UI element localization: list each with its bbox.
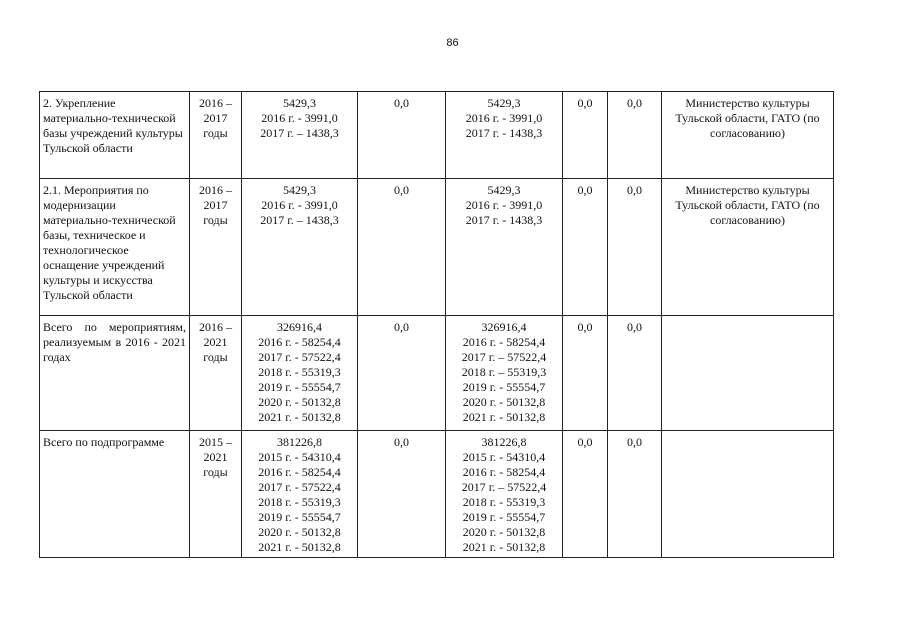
funding-line: 2017 г. - 1438,3: [465, 213, 543, 227]
funding-line: 381226,8: [481, 435, 527, 449]
local-budget-cell: 0,0: [563, 92, 608, 179]
funding-line: 5429,3: [487, 183, 521, 197]
period-line: 2016 –: [199, 320, 232, 334]
period-line: 2021: [203, 335, 228, 349]
funding-line: 2016 г. - 58254,4: [462, 335, 546, 349]
table-row: [40, 179, 834, 316]
activity-name: Всего по подпрограмме: [40, 431, 190, 558]
regional-budget-cell: [446, 431, 563, 558]
funding-line: 2017 г. - 57522,4: [258, 480, 341, 494]
funding-line: 2017 г. – 57522,4: [461, 480, 547, 494]
funding-line: 326916,4: [481, 320, 527, 334]
funding-line: 2019 г. - 55554,7: [462, 510, 546, 524]
regional-budget-cell: [446, 92, 563, 179]
other-sources-cell: 0,0: [608, 179, 662, 316]
funding-line: 2016 г. - 3991,0: [261, 198, 338, 212]
period-cell: [190, 92, 242, 179]
funding-line: 2017 г. – 1438,3: [260, 213, 339, 227]
funding-line: 2021 г. - 50132,8: [258, 410, 341, 424]
table-row: [40, 431, 834, 558]
activity-name: 2.1. Мероприятия по модернизации материально-технической базы, техническое и технологическое оснащение учреждений культуры и искусства Тульской области: [40, 179, 190, 316]
funding-line: 2016 г. - 58254,4: [258, 335, 341, 349]
local-budget-cell: 0,0: [563, 179, 608, 316]
period-cell: [190, 431, 242, 558]
period-cell: [190, 179, 242, 316]
period-line: 2017: [203, 111, 228, 125]
executor-cell: Министерство культуры Тульской области, ГАТО (по согласованию): [662, 179, 834, 316]
federal-budget-cell: 0,0: [358, 92, 446, 179]
funding-line: 2016 г. - 58254,4: [258, 465, 341, 479]
funding-line: 2018 г. - 55319,3: [258, 365, 341, 379]
executor-cell: [662, 431, 834, 558]
federal-budget-cell: 0,0: [358, 431, 446, 558]
period-line: 2015 –: [199, 435, 232, 449]
funding-line: 2015 г. - 54310,4: [258, 450, 341, 464]
funding-line: 2020 г. - 50132,8: [258, 525, 341, 539]
total-funding-cell: [242, 431, 358, 558]
funding-line: 2019 г. - 55554,7: [258, 510, 341, 524]
funding-line: 2017 г. – 57522,4: [461, 350, 547, 364]
funding-line: 2016 г. - 3991,0: [465, 111, 543, 125]
period-line: годы: [203, 350, 228, 364]
funding-line: 2020 г. - 50132,8: [258, 395, 341, 409]
period-cell: [190, 316, 242, 431]
funding-line: 2019 г. - 55554,7: [462, 380, 546, 394]
funding-line: 2018 г. – 55319,3: [461, 365, 547, 379]
period-line: годы: [203, 213, 228, 227]
funding-line: 5429,3: [487, 96, 521, 110]
funding-line: 2018 г. - 55319,3: [462, 495, 546, 509]
regional-budget-cell: [446, 316, 563, 431]
funding-line: 2020 г. - 50132,8: [462, 395, 546, 409]
other-sources-cell: 0,0: [608, 92, 662, 179]
funding-line: 2017 г. - 1438,3: [465, 126, 543, 140]
funding-line: 5429,3: [283, 183, 316, 197]
activity-name: 2. Укрепление материально-технической базы учреждений культуры Тульской области: [40, 92, 190, 179]
table-row: [40, 92, 834, 179]
funding-line: 2019 г. - 55554,7: [258, 380, 341, 394]
period-line: годы: [203, 126, 228, 140]
funding-line: 326916,4: [277, 320, 322, 334]
funding-line: 5429,3: [283, 96, 316, 110]
period-line: 2021: [203, 450, 228, 464]
federal-budget-cell: 0,0: [358, 316, 446, 431]
funding-line: 2021 г. - 50132,8: [258, 540, 341, 554]
period-line: 2016 –: [199, 96, 232, 110]
funding-line: 2016 г. - 58254,4: [462, 465, 546, 479]
funding-line: 381226,8: [277, 435, 322, 449]
executor-cell: [662, 316, 834, 431]
other-sources-cell: 0,0: [608, 431, 662, 558]
funding-line: 2021 г. - 50132,8: [462, 410, 546, 424]
funding-line: 2016 г. - 3991,0: [261, 111, 338, 125]
local-budget-cell: 0,0: [563, 431, 608, 558]
federal-budget-cell: 0,0: [358, 179, 446, 316]
funding-line: 2016 г. - 3991,0: [465, 198, 543, 212]
funding-line: 2020 г. - 50132,8: [462, 525, 546, 539]
page-number: 86: [446, 37, 459, 49]
funding-line: 2021 г. - 50132,8: [462, 540, 546, 554]
executor-cell: Министерство культуры Тульской области, ГАТО (по согласованию): [662, 92, 834, 179]
other-sources-cell: 0,0: [608, 316, 662, 431]
funding-line: 2017 г. - 57522,4: [258, 350, 341, 364]
funding-line: 2017 г. – 1438,3: [260, 126, 339, 140]
period-line: 2016 –: [199, 183, 232, 197]
total-funding-cell: [242, 179, 358, 316]
regional-budget-cell: [446, 179, 563, 316]
funding-line: 2018 г. - 55319,3: [258, 495, 341, 509]
period-line: годы: [203, 465, 228, 479]
subprogram-table: [39, 91, 834, 558]
table-row: [40, 316, 834, 431]
period-line: 2017: [203, 198, 228, 212]
funding-line: 2015 г. - 54310,4: [462, 450, 546, 464]
local-budget-cell: 0,0: [563, 316, 608, 431]
total-funding-cell: [242, 92, 358, 179]
total-funding-cell: [242, 316, 358, 431]
activity-name: Всего по мероприятиям, реализуемым в 2016 - 2021 годах: [40, 316, 190, 431]
